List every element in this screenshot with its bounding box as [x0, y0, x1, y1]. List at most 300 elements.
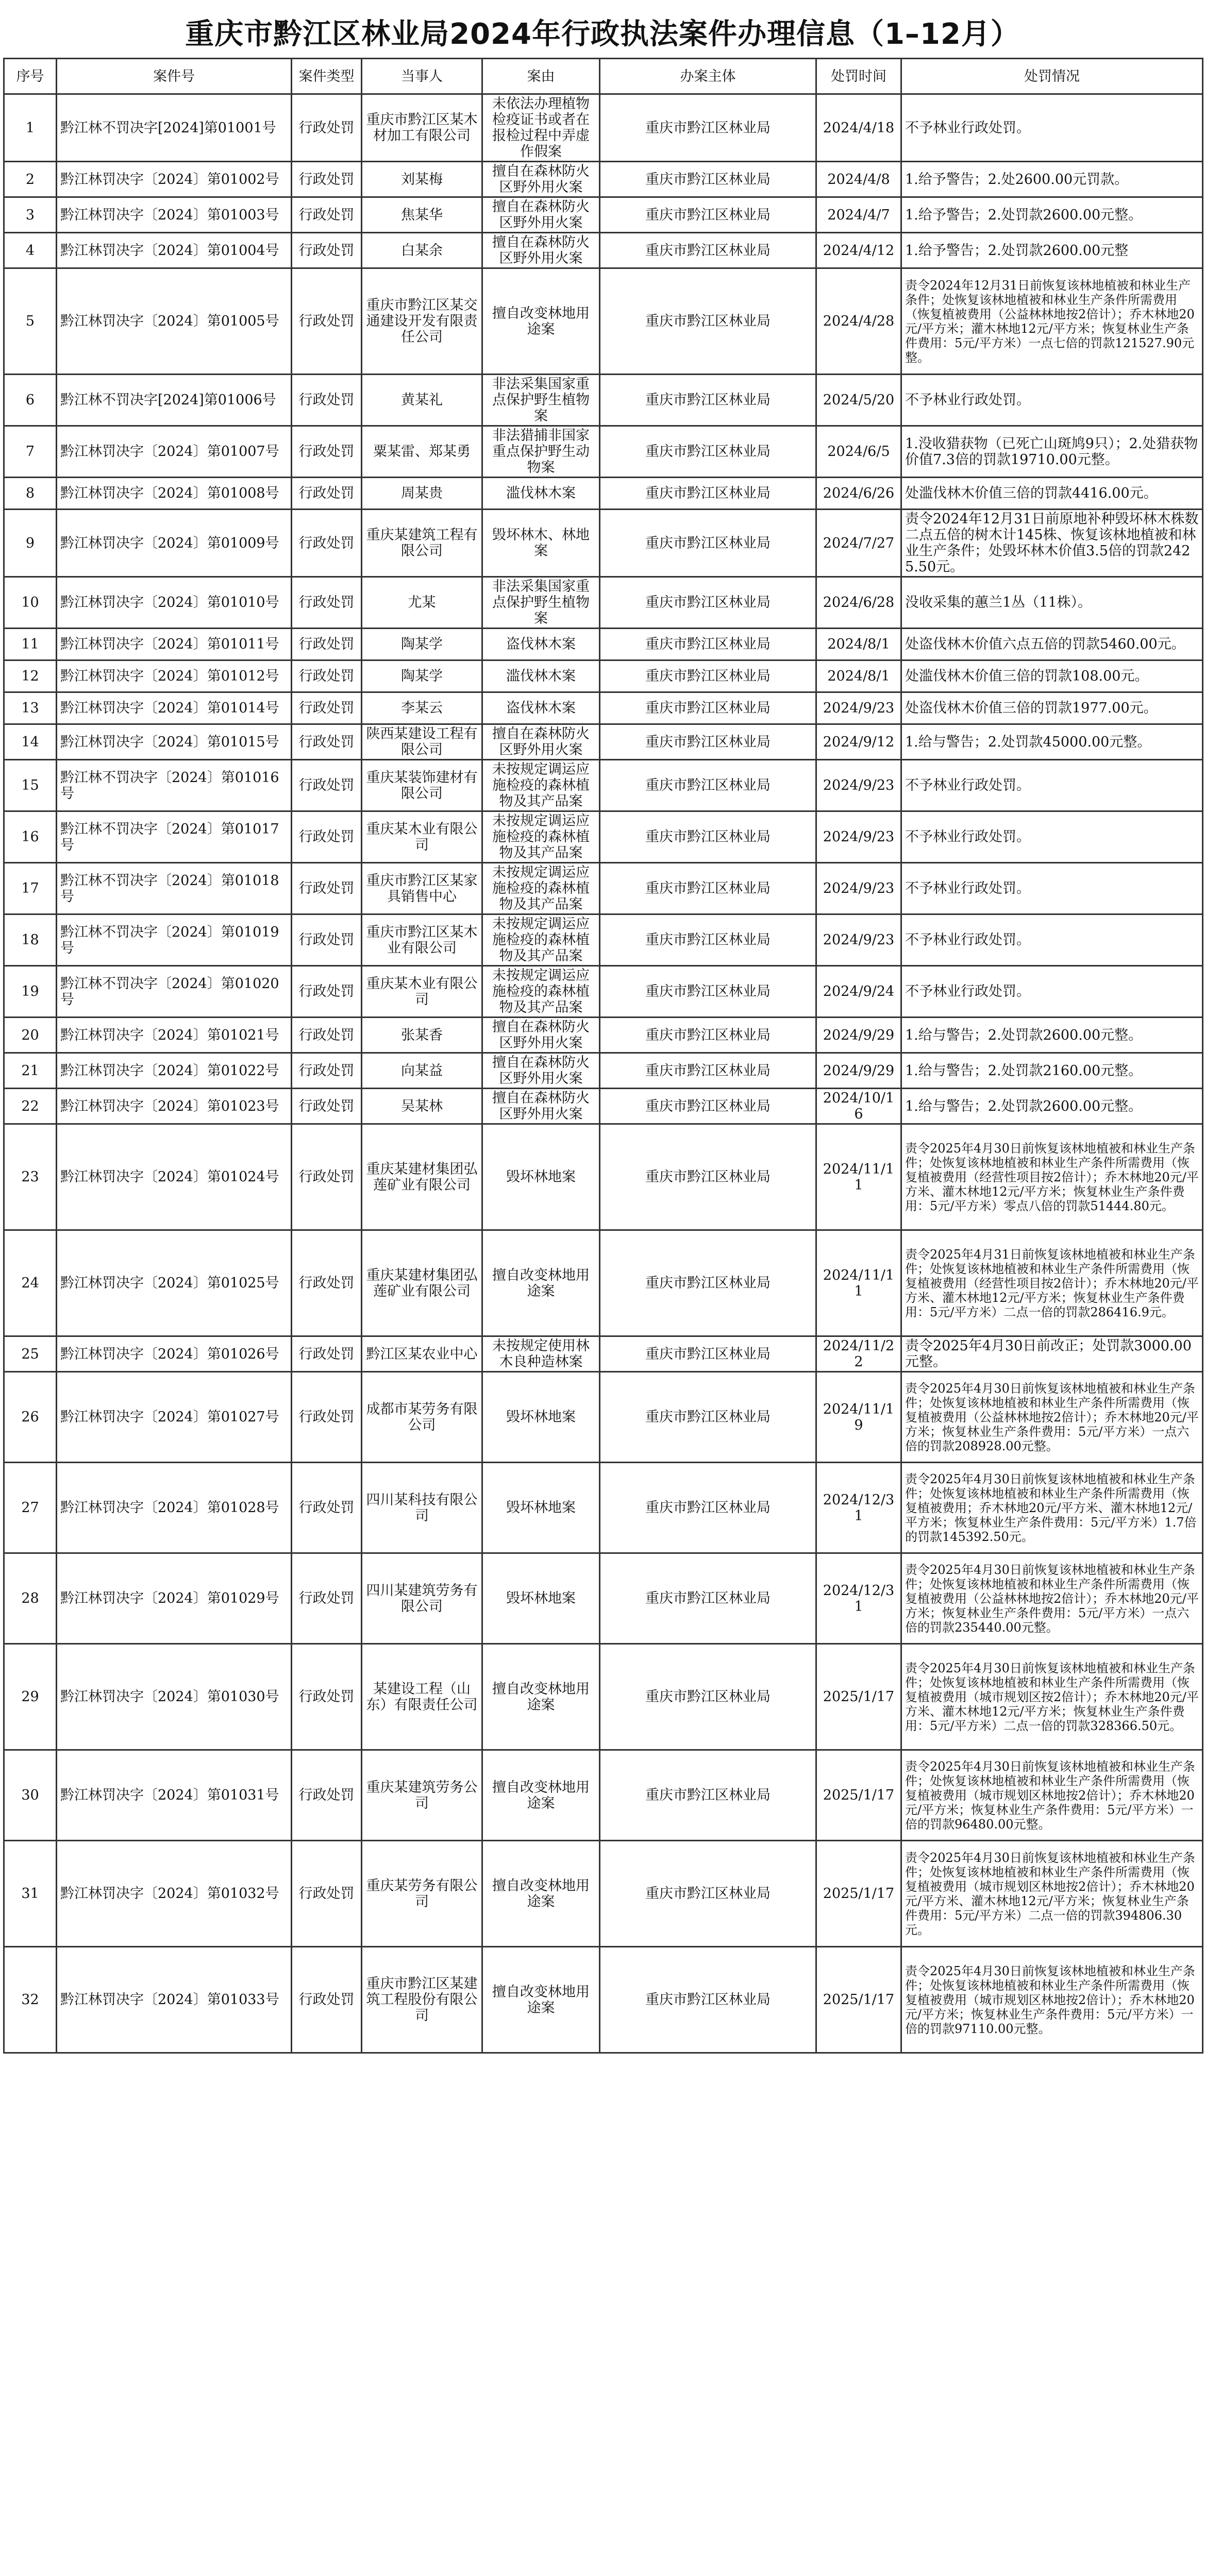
case-type: 行政处罚	[292, 914, 362, 966]
case-type: 行政处罚	[292, 811, 362, 863]
case-type: 行政处罚	[292, 1124, 362, 1230]
case-type: 行政处罚	[292, 692, 362, 724]
party-name: 重庆某木业有限公司	[362, 966, 482, 1018]
penalty-date: 2024/7/27	[816, 510, 901, 577]
penalty-date: 2024/11/22	[816, 1336, 901, 1372]
row-number: 21	[4, 1053, 57, 1089]
authority: 重庆市黔江区林业局	[600, 375, 816, 426]
penalty-result: 责令2025年4月30日前恢复该林地植被和林业生产条件；处恢复该林地植被和林业生产条件所需费用（恢复植被费用（城市规划区林地按2倍计）；乔木林地20元/平方米、灌木林地12元/平方米；恢复林业生产条件费用：5元/平方米）二点一倍的罚款394806.30元。	[901, 1841, 1203, 1947]
table-row	[4, 629, 1203, 660]
penalty-date: 2025/1/17	[816, 1750, 901, 1841]
penalty-result: 1.没收猎获物（已死亡山斑鸠9只）；2.处猎获物价值7.3倍的罚款19710.00元整。	[901, 426, 1203, 478]
table-row	[4, 1841, 1203, 1947]
row-number: 8	[4, 478, 57, 510]
case-type: 行政处罚	[292, 629, 362, 660]
penalty-result: 不予林业行政处罚。	[901, 811, 1203, 863]
party-name: 张某香	[362, 1018, 482, 1053]
row-number: 31	[4, 1841, 57, 1947]
penalty-result: 处滥伐林木价值三倍的罚款108.00元。	[901, 660, 1203, 692]
case-cause: 擅自在森林防火区野外用火案	[482, 1018, 600, 1053]
party-name: 重庆市黔江区某交通建设开发有限责任公司	[362, 268, 482, 375]
authority: 重庆市黔江区林业局	[600, 426, 816, 478]
case-cause: 未按规定调运应施检疫的森林植物及其产品案	[482, 914, 600, 966]
table-row	[4, 1124, 1203, 1230]
case-number: 黔江林不罚决字〔2024〕第01020号	[57, 966, 292, 1018]
party-name: 重庆某建筑劳务公司	[362, 1750, 482, 1841]
case-number: 黔江林罚决字〔2024〕第01004号	[57, 233, 292, 268]
header-no: 序号	[4, 59, 57, 94]
penalty-result: 不予林业行政处罚。	[901, 863, 1203, 914]
case-number: 黔江林罚决字〔2024〕第01008号	[57, 478, 292, 510]
case-number: 黔江林罚决字〔2024〕第01032号	[57, 1841, 292, 1947]
case-type: 行政处罚	[292, 426, 362, 478]
case-cause: 擅自改变林地用途案	[482, 1841, 600, 1947]
penalty-result: 责令2024年12月31日前原地补种毁坏林木株数二点五倍的树木计145株、恢复该林地植被和林业生产条件；处毁坏林木价值3.5倍的罚款2425.50元。	[901, 510, 1203, 577]
row-number: 32	[4, 1947, 57, 2053]
table-row	[4, 1750, 1203, 1841]
penalty-result: 责令2024年12月31日前恢复该林地植被和林业生产条件；处恢复该林地植被和林业生产条件所需费用（恢复植被费用（公益林林地按2倍计）；乔木林地20元/平方米；灌木林地12元/平方米；恢复林业生产条件费用：5元/平方米）一点七倍的罚款121527.90元整。	[901, 268, 1203, 375]
party-name: 四川某建筑劳务有限公司	[362, 1553, 482, 1644]
case-number: 黔江林罚决字〔2024〕第01026号	[57, 1336, 292, 1372]
table-row	[4, 478, 1203, 510]
authority: 重庆市黔江区林业局	[600, 760, 816, 811]
authority: 重庆市黔江区林业局	[600, 863, 816, 914]
case-cause: 未按规定调运应施检疫的森林植物及其产品案	[482, 811, 600, 863]
case-number: 黔江林不罚决字〔2024〕第01016号	[57, 760, 292, 811]
authority: 重庆市黔江区林业局	[600, 1553, 816, 1644]
case-cause: 擅自改变林地用途案	[482, 1644, 600, 1750]
table-row	[4, 1018, 1203, 1053]
case-cause: 未按规定调运应施检疫的森林植物及其产品案	[482, 760, 600, 811]
case-type: 行政处罚	[292, 268, 362, 375]
party-name: 陶某学	[362, 660, 482, 692]
party-name: 粟某雷、郑某勇	[362, 426, 482, 478]
case-number: 黔江林不罚决字[2024]第01001号	[57, 94, 292, 162]
row-number: 30	[4, 1750, 57, 1841]
table-row	[4, 268, 1203, 375]
penalty-date: 2024/9/23	[816, 863, 901, 914]
party-name: 黄某礼	[362, 375, 482, 426]
authority: 重庆市黔江区林业局	[600, 660, 816, 692]
penalty-result: 1.给与警告；2.处罚款2600.00元整。	[901, 1018, 1203, 1053]
table-row	[4, 197, 1203, 233]
row-number: 14	[4, 724, 57, 760]
table-row	[4, 863, 1203, 914]
penalty-date: 2024/4/8	[816, 162, 901, 197]
case-number: 黔江林罚决字〔2024〕第01023号	[57, 1089, 292, 1124]
case-type: 行政处罚	[292, 660, 362, 692]
table-row	[4, 1463, 1203, 1553]
row-number: 2	[4, 162, 57, 197]
case-cause: 擅自在森林防火区野外用火案	[482, 724, 600, 760]
authority: 重庆市黔江区林业局	[600, 1089, 816, 1124]
case-cause: 擅自改变林地用途案	[482, 1230, 600, 1336]
authority: 重庆市黔江区林业局	[600, 724, 816, 760]
table-row	[4, 660, 1203, 692]
penalty-result: 责令2025年4月30日前恢复该林地植被和林业生产条件；处恢复该林地植被和林业生产条件所需费用（恢复植被费用（城市规划区按2倍计）；乔木林地20元/平方米、灌木林地12元/平方米；恢复林业生产条件费用：5元/平方米）二点一倍的罚款328366.50元。	[901, 1644, 1203, 1750]
case-type: 行政处罚	[292, 1750, 362, 1841]
authority: 重庆市黔江区林业局	[600, 966, 816, 1018]
header-authority: 办案主体	[600, 59, 816, 94]
penalty-date: 2024/4/7	[816, 197, 901, 233]
penalty-result: 1.给予警告；2.处2600.00元罚款。	[901, 162, 1203, 197]
authority: 重庆市黔江区林业局	[600, 692, 816, 724]
penalty-result: 责令2025年4月30日前恢复该林地植被和林业生产条件；处恢复该林地植被和林业生产条件所需费用（恢复植被费用（城市规划区林地按2倍计）；乔木林地20元/平方米；恢复林业生产条件费用：5元/平方米）一倍的罚款96480.00元整。	[901, 1750, 1203, 1841]
party-name: 重庆市黔江区某家具销售中心	[362, 863, 482, 914]
case-number: 黔江林罚决字〔2024〕第01022号	[57, 1053, 292, 1089]
case-type: 行政处罚	[292, 233, 362, 268]
party-name: 重庆某劳务有限公司	[362, 1841, 482, 1947]
penalty-date: 2024/12/31	[816, 1463, 901, 1553]
case-type: 行政处罚	[292, 94, 362, 162]
penalty-date: 2024/4/18	[816, 94, 901, 162]
penalty-result: 责令2025年4月30日前恢复该林地植被和林业生产条件；处恢复该林地植被和林业生产条件所需费用（恢复植被费用（公益林林地按2倍计）；乔木林地20元/平方米；恢复林业生产条件费用：5元/平方米）一点六倍的罚款235440.00元整。	[901, 1553, 1203, 1644]
penalty-date: 2025/1/17	[816, 1841, 901, 1947]
case-cause: 未按规定使用林木良种造林案	[482, 1336, 600, 1372]
row-number: 5	[4, 268, 57, 375]
case-number: 黔江林罚决字〔2024〕第01031号	[57, 1750, 292, 1841]
case-cause: 盗伐林木案	[482, 692, 600, 724]
case-number: 黔江林罚决字〔2024〕第01012号	[57, 660, 292, 692]
party-name: 白某余	[362, 233, 482, 268]
authority: 重庆市黔江区林业局	[600, 268, 816, 375]
party-name: 重庆市黔江区某木材加工有限公司	[362, 94, 482, 162]
authority: 重庆市黔江区林业局	[600, 1018, 816, 1053]
case-number: 黔江林罚决字〔2024〕第01015号	[57, 724, 292, 760]
case-type: 行政处罚	[292, 724, 362, 760]
case-type: 行政处罚	[292, 1841, 362, 1947]
case-number: 黔江林罚决字〔2024〕第01010号	[57, 577, 292, 629]
row-number: 4	[4, 233, 57, 268]
table-row	[4, 1372, 1203, 1463]
penalty-date: 2024/9/24	[816, 966, 901, 1018]
authority: 重庆市黔江区林业局	[600, 478, 816, 510]
penalty-date: 2024/12/31	[816, 1553, 901, 1644]
table-row	[4, 1230, 1203, 1336]
case-type: 行政处罚	[292, 1947, 362, 2053]
header-case-number: 案件号	[57, 59, 292, 94]
case-cause: 未按规定调运应施检疫的森林植物及其产品案	[482, 966, 600, 1018]
penalty-result: 责令2025年4月31日前恢复该林地植被和林业生产条件；处恢复该林地植被和林业生产条件所需费用（恢复植被费用（经营性项目按2倍计）；乔木林地20元/平方米、灌木林地12元/平方米；恢复林业生产条件费用：5元/平方米）二点一倍的罚款286416.9元。	[901, 1230, 1203, 1336]
penalty-date: 2024/10/16	[816, 1089, 901, 1124]
authority: 重庆市黔江区林业局	[600, 811, 816, 863]
authority: 重庆市黔江区林业局	[600, 1644, 816, 1750]
authority: 重庆市黔江区林业局	[600, 1750, 816, 1841]
row-number: 13	[4, 692, 57, 724]
case-number: 黔江林罚决字〔2024〕第01014号	[57, 692, 292, 724]
case-cause: 滥伐林木案	[482, 660, 600, 692]
penalty-date: 2024/8/1	[816, 660, 901, 692]
case-cause: 毁坏林地案	[482, 1372, 600, 1463]
party-name: 成都市某劳务有限公司	[362, 1372, 482, 1463]
penalty-date: 2024/6/5	[816, 426, 901, 478]
row-number: 16	[4, 811, 57, 863]
case-type: 行政处罚	[292, 1230, 362, 1336]
table-row	[4, 966, 1203, 1018]
case-type: 行政处罚	[292, 1644, 362, 1750]
penalty-date: 2025/1/17	[816, 1644, 901, 1750]
table-row	[4, 760, 1203, 811]
case-number: 黔江林罚决字〔2024〕第01003号	[57, 197, 292, 233]
table-row	[4, 94, 1203, 162]
case-number: 黔江林罚决字〔2024〕第01033号	[57, 1947, 292, 2053]
case-cause: 盗伐林木案	[482, 629, 600, 660]
case-number: 黔江林罚决字〔2024〕第01021号	[57, 1018, 292, 1053]
authority: 重庆市黔江区林业局	[600, 1124, 816, 1230]
case-cause: 擅自在森林防火区野外用火案	[482, 1053, 600, 1089]
case-cause: 擅自在森林防火区野外用火案	[482, 162, 600, 197]
penalty-date: 2024/9/29	[816, 1018, 901, 1053]
case-cause: 擅自在森林防火区野外用火案	[482, 197, 600, 233]
penalty-date: 2024/9/23	[816, 811, 901, 863]
case-type: 行政处罚	[292, 1372, 362, 1463]
case-type: 行政处罚	[292, 1053, 362, 1089]
party-name: 重庆某建材集团弘莲矿业有限公司	[362, 1124, 482, 1230]
case-number: 黔江林罚决字〔2024〕第01029号	[57, 1553, 292, 1644]
case-type: 行政处罚	[292, 577, 362, 629]
case-number: 黔江林罚决字〔2024〕第01011号	[57, 629, 292, 660]
party-name: 陶某学	[362, 629, 482, 660]
case-cause: 未按规定调运应施检疫的森林植物及其产品案	[482, 863, 600, 914]
penalty-date: 2024/9/23	[816, 914, 901, 966]
row-number: 28	[4, 1553, 57, 1644]
case-number: 黔江林不罚决字〔2024〕第01019号	[57, 914, 292, 966]
row-number: 17	[4, 863, 57, 914]
case-type: 行政处罚	[292, 1553, 362, 1644]
case-cause: 擅自改变林地用途案	[482, 1947, 600, 2053]
case-cause: 毁坏林地案	[482, 1553, 600, 1644]
authority: 重庆市黔江区林业局	[600, 1372, 816, 1463]
case-table	[3, 58, 1203, 2054]
table-row	[4, 914, 1203, 966]
case-type: 行政处罚	[292, 1463, 362, 1553]
row-number: 22	[4, 1089, 57, 1124]
row-number: 6	[4, 375, 57, 426]
row-number: 26	[4, 1372, 57, 1463]
party-name: 重庆某装饰建材有限公司	[362, 760, 482, 811]
party-name: 向某益	[362, 1053, 482, 1089]
penalty-date: 2024/4/12	[816, 233, 901, 268]
table-row	[4, 162, 1203, 197]
header-row	[4, 59, 1203, 94]
header-date: 处罚时间	[816, 59, 901, 94]
party-name: 陕西某建设工程有限公司	[362, 724, 482, 760]
party-name: 尤某	[362, 577, 482, 629]
row-number: 15	[4, 760, 57, 811]
authority: 重庆市黔江区林业局	[600, 197, 816, 233]
authority: 重庆市黔江区林业局	[600, 577, 816, 629]
party-name: 重庆市黔江区某建筑工程股份有限公司	[362, 1947, 482, 2053]
row-number: 29	[4, 1644, 57, 1750]
penalty-date: 2024/11/11	[816, 1230, 901, 1336]
case-cause: 非法采集国家重点保护野生植物案	[482, 577, 600, 629]
case-number: 黔江林罚决字〔2024〕第01030号	[57, 1644, 292, 1750]
penalty-result: 处滥伐林木价值三倍的罚款4416.00元。	[901, 478, 1203, 510]
penalty-date: 2024/8/1	[816, 629, 901, 660]
header-result: 处罚情况	[901, 59, 1203, 94]
row-number: 23	[4, 1124, 57, 1230]
penalty-date: 2024/9/23	[816, 692, 901, 724]
case-number: 黔江林罚决字〔2024〕第01028号	[57, 1463, 292, 1553]
case-type: 行政处罚	[292, 510, 362, 577]
penalty-result: 不予林业行政处罚。	[901, 966, 1203, 1018]
case-number: 黔江林罚决字〔2024〕第01024号	[57, 1124, 292, 1230]
case-type: 行政处罚	[292, 1336, 362, 1372]
penalty-date: 2024/11/11	[816, 1124, 901, 1230]
page-title: 重庆市黔江区林业局2024年行政执法案件办理信息（1–12月）	[185, 18, 1020, 51]
penalty-result: 责令2025年4月30日前改正；处罚款3000.00元整。	[901, 1336, 1203, 1372]
row-number: 12	[4, 660, 57, 692]
authority: 重庆市黔江区林业局	[600, 510, 816, 577]
case-number: 黔江林罚决字〔2024〕第01027号	[57, 1372, 292, 1463]
penalty-result: 1.给予警告；2.处罚款2600.00元整	[901, 233, 1203, 268]
party-name: 重庆某木业有限公司	[362, 811, 482, 863]
penalty-date: 2024/6/26	[816, 478, 901, 510]
table-body	[4, 94, 1203, 2053]
table-row	[4, 510, 1203, 577]
penalty-date: 2024/5/20	[816, 375, 901, 426]
table-row	[4, 1947, 1203, 2053]
table-row	[4, 692, 1203, 724]
party-name: 刘某梅	[362, 162, 482, 197]
header-party: 当事人	[362, 59, 482, 94]
penalty-date: 2024/6/28	[816, 577, 901, 629]
header-cause: 案由	[482, 59, 600, 94]
case-cause: 擅自在森林防火区野外用火案	[482, 1089, 600, 1124]
table-row	[4, 1336, 1203, 1372]
table-row	[4, 577, 1203, 629]
party-name: 重庆某建筑工程有限公司	[362, 510, 482, 577]
party-name: 李某云	[362, 692, 482, 724]
penalty-result: 没收采集的蕙兰1丛（11株）。	[901, 577, 1203, 629]
table-row	[4, 724, 1203, 760]
case-cause: 擅自在森林防火区野外用火案	[482, 233, 600, 268]
penalty-result: 不予林业行政处罚。	[901, 760, 1203, 811]
authority: 重庆市黔江区林业局	[600, 1841, 816, 1947]
party-name: 重庆市黔江区某木业有限公司	[362, 914, 482, 966]
row-number: 11	[4, 629, 57, 660]
party-name: 重庆某建材集团弘莲矿业有限公司	[362, 1230, 482, 1336]
penalty-date: 2024/11/19	[816, 1372, 901, 1463]
row-number: 9	[4, 510, 57, 577]
table-row	[4, 375, 1203, 426]
case-type: 行政处罚	[292, 1018, 362, 1053]
authority: 重庆市黔江区林业局	[600, 94, 816, 162]
header-case-type: 案件类型	[292, 59, 362, 94]
authority: 重庆市黔江区林业局	[600, 1230, 816, 1336]
authority: 重庆市黔江区林业局	[600, 914, 816, 966]
case-number: 黔江林不罚决字〔2024〕第01017号	[57, 811, 292, 863]
case-cause: 滥伐林木案	[482, 478, 600, 510]
case-cause: 未依法办理植物检疫证书或者在报检过程中弄虚作假案	[482, 94, 600, 162]
penalty-result: 不予林业行政处罚。	[901, 914, 1203, 966]
penalty-date: 2024/9/23	[816, 760, 901, 811]
case-cause: 擅自改变林地用途案	[482, 1750, 600, 1841]
penalty-result: 1.给与警告；2.处罚款45000.00元整。	[901, 724, 1203, 760]
case-cause: 毁坏林地案	[482, 1124, 600, 1230]
case-cause: 毁坏林地案	[482, 1463, 600, 1553]
row-number: 3	[4, 197, 57, 233]
row-number: 27	[4, 1463, 57, 1553]
penalty-result: 1.给与警告；2.处罚款2160.00元整。	[901, 1053, 1203, 1089]
table-row	[4, 811, 1203, 863]
case-type: 行政处罚	[292, 478, 362, 510]
case-number: 黔江林不罚决字〔2024〕第01018号	[57, 863, 292, 914]
row-number: 1	[4, 94, 57, 162]
case-cause: 非法采集国家重点保护野生植物案	[482, 375, 600, 426]
case-cause: 非法猎捕非国家重点保护野生动物案	[482, 426, 600, 478]
authority: 重庆市黔江区林业局	[600, 1053, 816, 1089]
table-row	[4, 1553, 1203, 1644]
case-type: 行政处罚	[292, 863, 362, 914]
authority: 重庆市黔江区林业局	[600, 233, 816, 268]
party-name: 黔江区某农业中心	[362, 1336, 482, 1372]
row-number: 10	[4, 577, 57, 629]
penalty-date: 2025/1/17	[816, 1947, 901, 2053]
penalty-result: 1.给与警告；2.处罚款2600.00元整。	[901, 1089, 1203, 1124]
authority: 重庆市黔江区林业局	[600, 1336, 816, 1372]
case-type: 行政处罚	[292, 375, 362, 426]
party-name: 周某贵	[362, 478, 482, 510]
table-row	[4, 233, 1203, 268]
authority: 重庆市黔江区林业局	[600, 629, 816, 660]
penalty-result: 处盗伐林木价值六点五倍的罚款5460.00元。	[901, 629, 1203, 660]
party-name: 吴某林	[362, 1089, 482, 1124]
penalty-result: 不予林业行政处罚。	[901, 375, 1203, 426]
party-name: 某建设工程（山东）有限责任公司	[362, 1644, 482, 1750]
case-cause: 毁坏林木、林地案	[482, 510, 600, 577]
row-number: 19	[4, 966, 57, 1018]
party-name: 四川某科技有限公司	[362, 1463, 482, 1553]
table-row	[4, 1053, 1203, 1089]
penalty-result: 责令2025年4月30日前恢复该林地植被和林业生产条件；处恢复该林地植被和林业生产条件所需费用（恢复植被费用（经营性项目按2倍计）；乔木林地20元/平方米、灌木林地12元/平方米；恢复林业生产条件费用：5元/平方米）零点八倍的罚款51444.80元。	[901, 1124, 1203, 1230]
case-type: 行政处罚	[292, 1089, 362, 1124]
case-type: 行政处罚	[292, 966, 362, 1018]
case-number: 黔江林罚决字〔2024〕第01007号	[57, 426, 292, 478]
case-number: 黔江林罚决字〔2024〕第01025号	[57, 1230, 292, 1336]
penalty-date: 2024/4/28	[816, 268, 901, 375]
authority: 重庆市黔江区林业局	[600, 1463, 816, 1553]
row-number: 25	[4, 1336, 57, 1372]
penalty-result: 处盗伐林木价值三倍的罚款1977.00元。	[901, 692, 1203, 724]
penalty-result: 1.给予警告；2.处罚款2600.00元整。	[901, 197, 1203, 233]
penalty-date: 2024/9/29	[816, 1053, 901, 1089]
case-cause: 擅自改变林地用途案	[482, 268, 600, 375]
case-type: 行政处罚	[292, 197, 362, 233]
penalty-result: 不予林业行政处罚。	[901, 94, 1203, 162]
authority: 重庆市黔江区林业局	[600, 1947, 816, 2053]
case-number: 黔江林罚决字〔2024〕第01005号	[57, 268, 292, 375]
row-number: 7	[4, 426, 57, 478]
case-number: 黔江林罚决字〔2024〕第01002号	[57, 162, 292, 197]
table-row	[4, 1089, 1203, 1124]
row-number: 20	[4, 1018, 57, 1053]
case-number: 黔江林不罚决字[2024]第01006号	[57, 375, 292, 426]
case-number: 黔江林罚决字〔2024〕第01009号	[57, 510, 292, 577]
row-number: 24	[4, 1230, 57, 1336]
table-row	[4, 426, 1203, 478]
row-number: 18	[4, 914, 57, 966]
penalty-result: 责令2025年4月30日前恢复该林地植被和林业生产条件；处恢复该林地植被和林业生产条件所需费用（恢复植被费用（城市规划区林地按2倍计）；乔木林地20元/平方米；恢复林业生产条件费用：5元/平方米）一倍的罚款97110.00元整。	[901, 1947, 1203, 2053]
party-name: 焦某华	[362, 197, 482, 233]
case-type: 行政处罚	[292, 760, 362, 811]
case-type: 行政处罚	[292, 162, 362, 197]
penalty-date: 2024/9/12	[816, 724, 901, 760]
penalty-result: 责令2025年4月30日前恢复该林地植被和林业生产条件；处恢复该林地植被和林业生产条件所需费用（恢复植被费用（公益林林地按2倍计）；乔木林地20元/平方米；恢复林业生产条件费用：5元/平方米）一点六倍的罚款208928.00元整。	[901, 1372, 1203, 1463]
penalty-result: 责令2025年4月30日前恢复该林地植被和林业生产条件；处恢复该林地植被和林业生产条件所需费用（恢复植被费用；乔木林地20元/平方米、灌木林地12元/平方米；恢复林业生产条件费用：5元/平方米）1.7倍的罚款145392.50元。	[901, 1463, 1203, 1553]
table-row	[4, 1644, 1203, 1750]
authority: 重庆市黔江区林业局	[600, 162, 816, 197]
